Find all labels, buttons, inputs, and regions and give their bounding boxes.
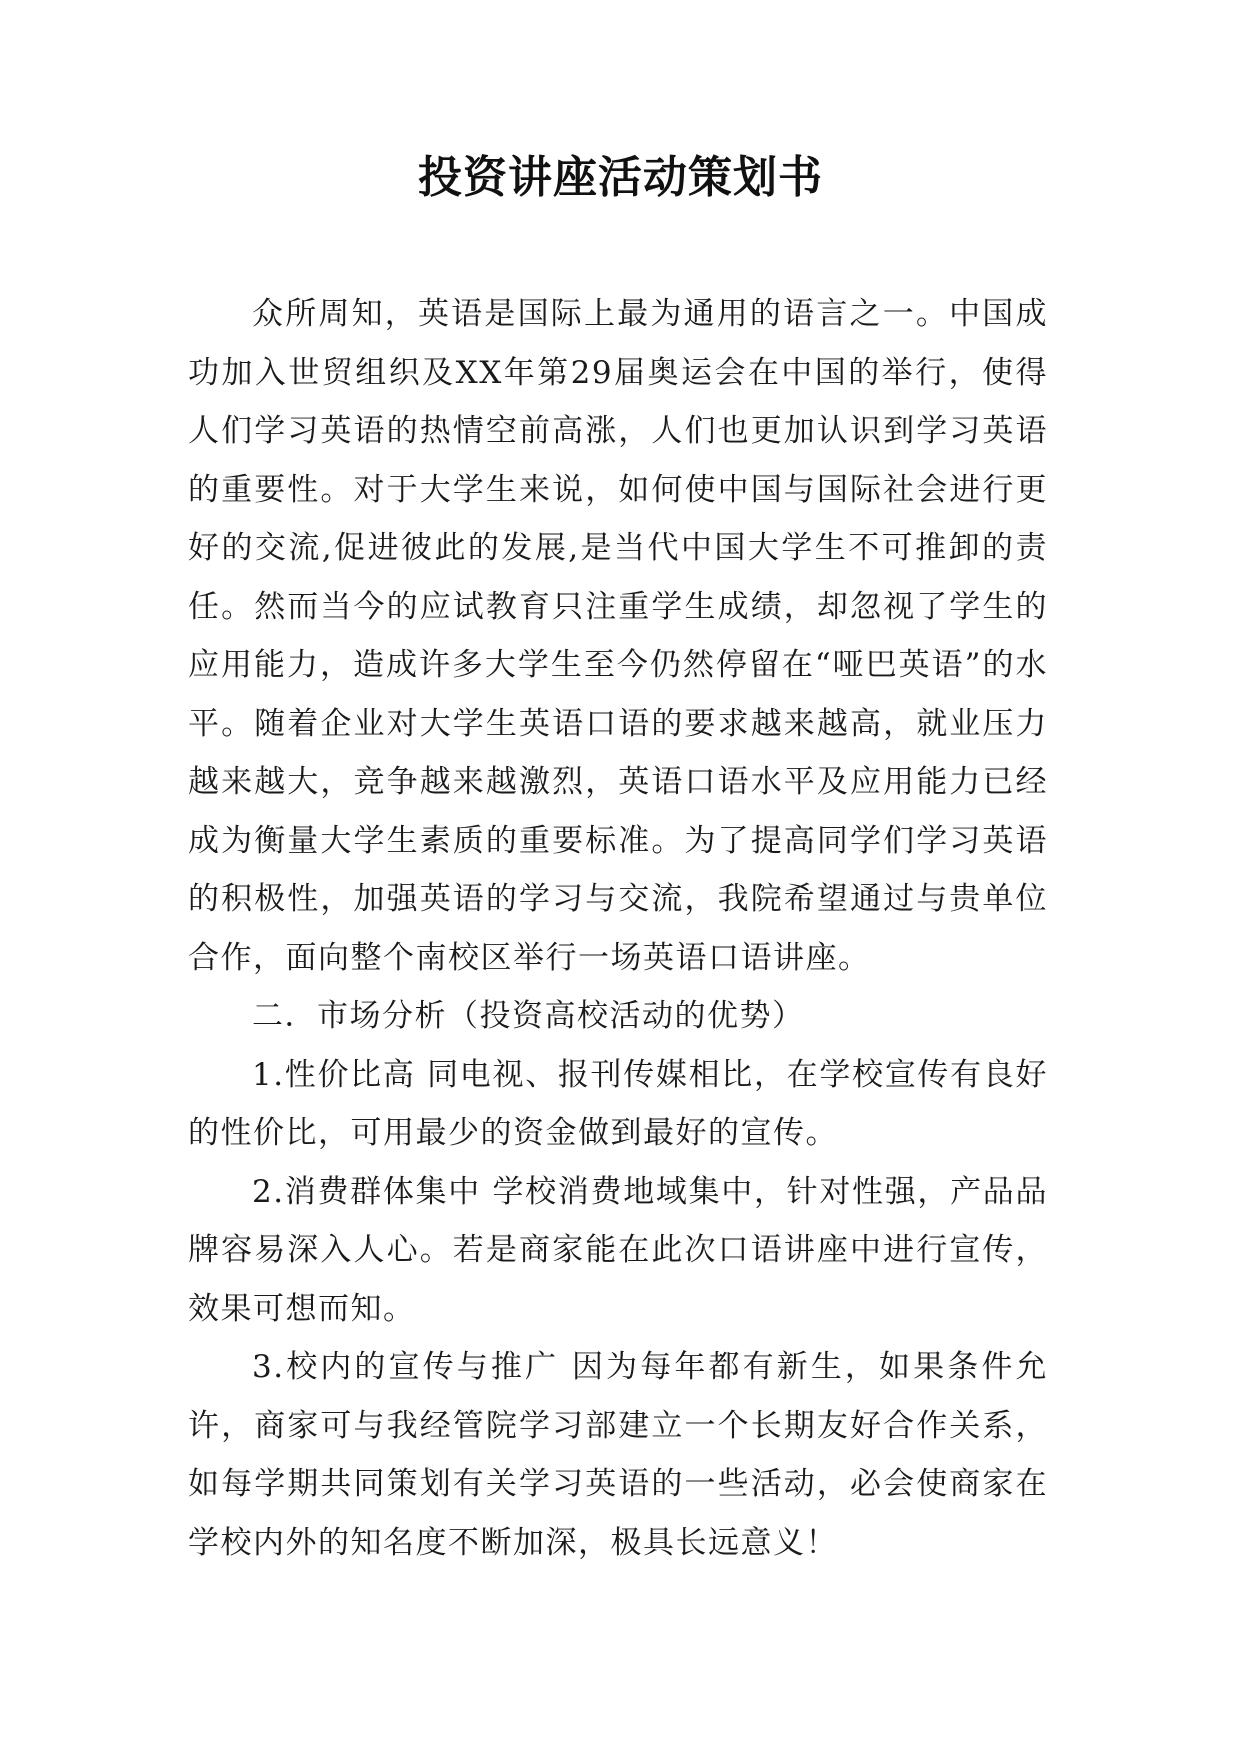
advantage-item-1: 1.性价比高 同电视、报刊传媒相比，在学校宣传有良好的性价比，可用最少的资金做到最好的宣传。 <box>188 1056 1048 1151</box>
document-body <box>188 285 1048 1572</box>
advantage-item-3: 3.校内的宣传与推广 因为每年都有新生，如果条件允许，商家可与我经管院学习部建立一个长期友好合作关系，如每学期共同策划有关学习英语的一些活动，必会使商家在学校内外的知名度不断加深，极具长远意义！ <box>188 1349 1048 1561</box>
document-title: 投资讲座活动策划书 <box>418 152 823 203</box>
advantage-item-2: 2.消费群体集中 学校消费地域集中，针对性强，产品品牌容易深入人心。若是商家能在此次口语讲座中进行宣传，效果可想而知。 <box>188 1173 1048 1327</box>
section-heading-market-analysis: 二．市场分析（投资高校活动的优势） <box>252 998 805 1034</box>
intro-paragraph: 众所周知，英语是国际上最为通用的语言之一。中国成功加入世贸组织及XX年第29届奥运会在中国的举行，使得人们学习英语的热情空前高涨，人们也更加认识到学习英语的重要性。对于大学生来说，如何使中国与国际社会进行更好的交流,促进彼此的发展,是当代中国大学生不可推卸的责任。然而当今的应试教育只注重学生成绩，却忽视了学生的应用能力，造成许多大学生至今仍然停留在“哑巴英语”的水平。随着企业对大学生英语口语的要求越来越高，就业压力越来越大，竞争越来越激烈，英语口语水平及应用能力已经成为衡量大学生素质的重要标准。为了提高同学们学习英语的积极性，加强英语的学习与交流，我院希望通过与贵单位合作，面向整个南校区举行一场英语口语讲座。 <box>188 296 1048 976</box>
